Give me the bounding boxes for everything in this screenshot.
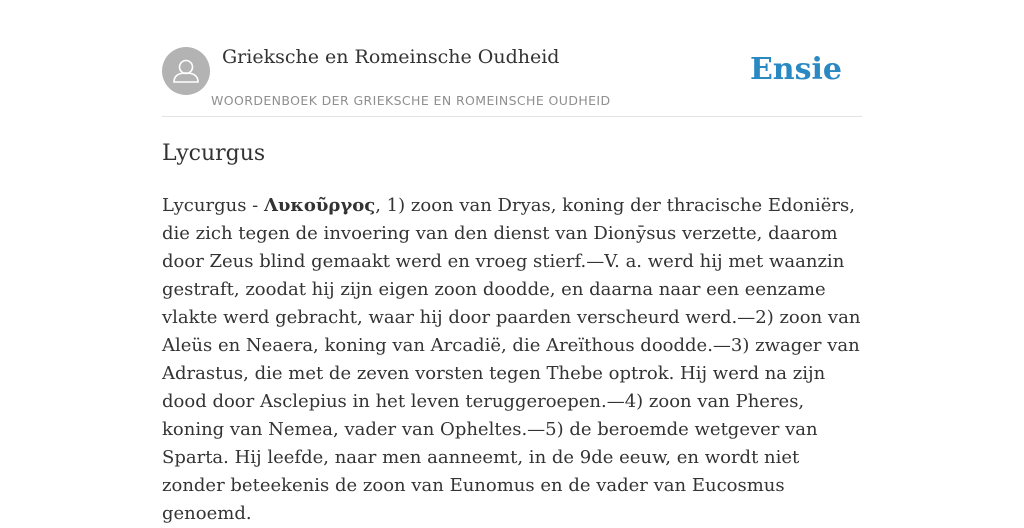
source-title[interactable]: Grieksche en Romeinsche Oudheid [222,46,560,68]
entry-definition [162,192,862,528]
definition-body: , 1) zoon van Dryas, koning der thracische Edoniërs, die zich tegen de invoering van den dienst van Dionȳsus verzette, daarom door Zeus blind gemaakt werd en vroeg stierf.—V. a. werd hij met waanzin gestraft, zoodat hij zijn eigen zoon doodde, en daarna naar een eenzame vlakte werd gebracht, waar hij door paarden verscheurd werd.—2) zoon van Aleüs en Neaera, koning van Arcadië, die Areïthous doodde.—3) zwager van Adrastus, die met de zeven vorsten tegen Thebe optrok. Hij werd na zijn dood door Asclepius in het leven teruggeroepen.—4) zoon van Pheres, koning van Nemea, vader van Opheltes.—5) de beroemde wetgever van Sparta. Hij leefde, naar men aanneemt, in de 9de eeuw, en wordt niet zonder beteekenis de zoon van Eunomus en de vader van Eucosmus genoemd. [162,195,861,524]
source-subtitle[interactable]: WOORDENBOEK DER GRIEKSCHE EN ROMEINSCHE OUDHEID [211,93,611,108]
user-icon [162,47,210,95]
page-container [162,0,862,524]
ensie-logo-link[interactable]: Ensie [749,52,842,87]
source-header [162,0,862,117]
definition-prefix: Lycurgus - [162,195,264,216]
source-avatar[interactable] [162,47,210,95]
definition-greek-term: Λυκοῦργος [263,195,376,216]
entry-term: Lycurgus [162,141,266,166]
